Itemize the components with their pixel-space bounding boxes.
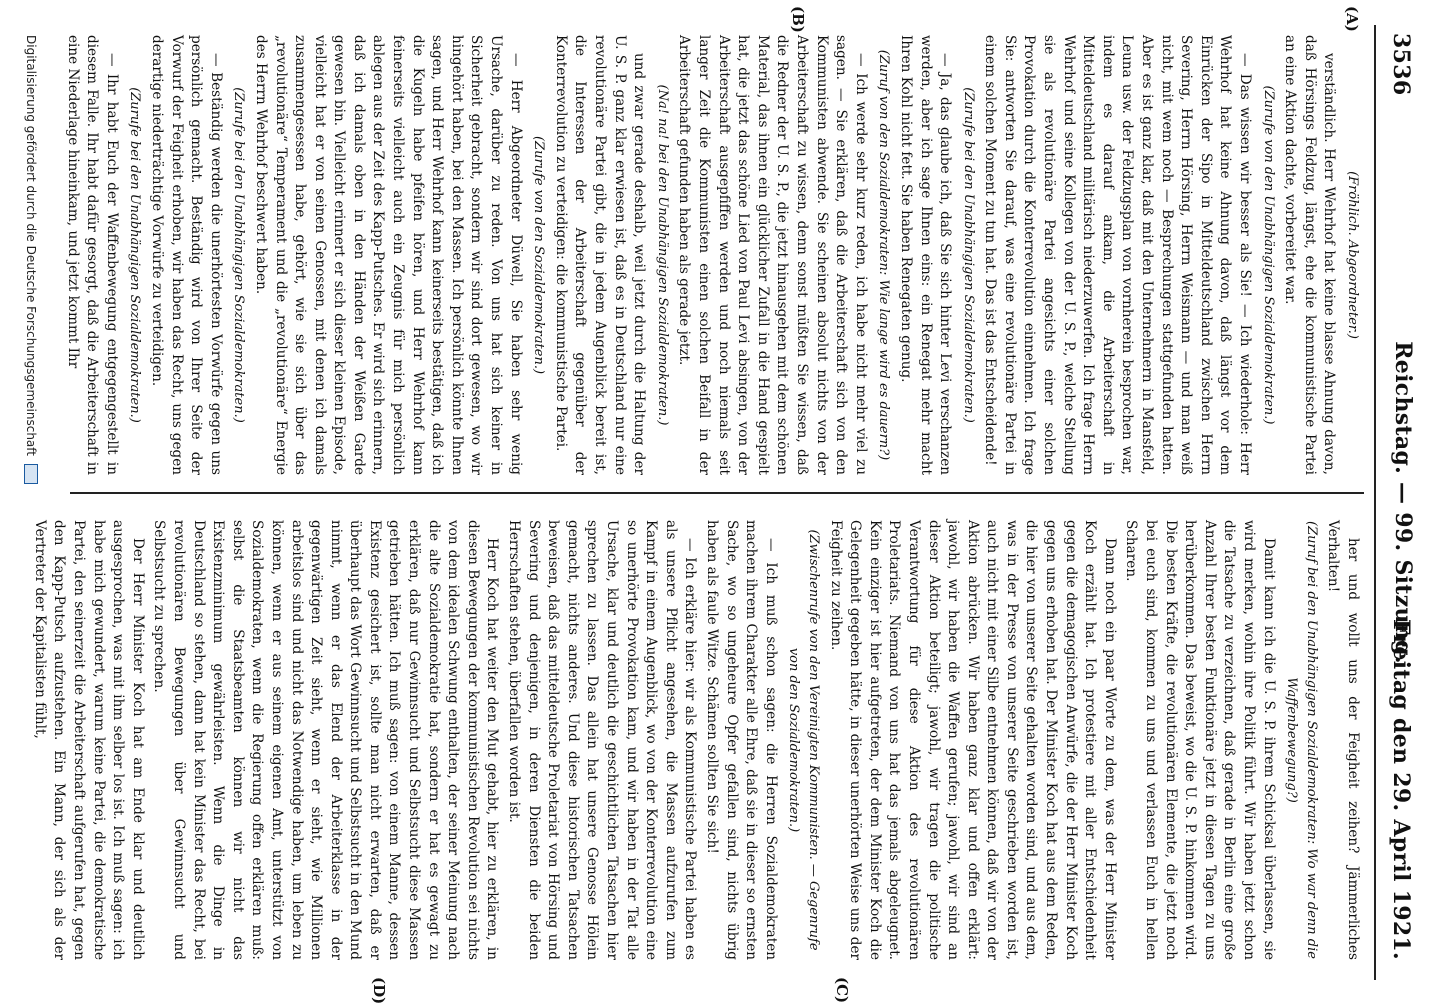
page-title: Reichstag. — 99. Sitzung. [1390,341,1416,664]
paragraph: verständlich. Herr Wehrhof hat keine blasse Ahnung davon, daß Hörsings Feldzug, längst, ehe die kommunistische Partei an eine Aktion dachte, vorbereitet war. [1282,35,1338,475]
paragraph: — Ich werde sehr kurz reden, ich habe nicht mehr viel zu sagen. — Sie erklären, daß die Arbeiterschaft sich von den Kommunisten abwende. Sie scheinen absolut nichts von der Arbeiterschaft zu wissen, denn sonst müßten Sie wissen, daß die Redner der U. S. P., die jetzt hinausgehen mit dem schönen Material, das ihnen ein glücklicher Zufall in die Hand gespielt hat, die jetzt das schöne Lied von Paul Levi absingen, von der Arbeiterschaft ausgepfiffen werden und noch niemals seit langer Zeit die Kommunisten einen solchen Beifall in der Arbeiterschaft gefunden haben als gerade jetzt. [676,35,869,475]
digitization-footer [24,35,39,484]
footer-text: Digitalisierung gefördert durch die Deutsche Forschungsgemeinschaft [24,35,39,457]
session-date: Freitag den 29. April 1921. [1388,618,1414,960]
right-column [27,520,1362,960]
interjection: (Zwischenrufe von den Vereinigten Kommunisten. — Gegenrufe von den Sozialdemokraten.) [786,529,821,951]
interjection: (Zurufe bei den Unabhängigen Sozialdemokraten.) [231,87,247,423]
paragraph: Herr Koch hat weiter den Mut gehabt, hier zu erklären, in diesen Bewegungen der kommunistischen Revolution sei nichts von dem idealen Schwung enthalten, der seiner Meinung nach die alte Sozialdemokratie hat, sondern er hat es gewagt zu erklären, daß nur Gewinnsucht und Selbstsucht diese Massen getrieben hätten. Ich muß sagen: von einem Manne, dessen Existenz gesichert ist, sollte man nicht erwarten, daß er überhaupt das Wort Gewinnsucht und Selbstsucht in den Mund nimmt, wenn er das Elend der Arbeiterklasse in der gegenwärtigen Zeit sieht, wenn er sieht, wie Millionen arbeitslos sind und nicht das Notwendige haben, um leben zu können, wenn er aus seinem eigenen Amt, unterstützt von Sozialdemokraten, wenn die Regierung offen erklären muß: selbst die Staatsbeamten können wir nicht das Existenzminimum gewährleisten. Wenn die Dinge in Deutschland so stehen, dann hat kein Minister das Recht, bei revolutionären Bewegungen über Gewinnsucht und Selbstsucht zu sprechen. [151,520,501,960]
column-divider [70,492,1364,494]
page-number: 3536 [1388,33,1414,96]
interjection: (Zurufe von den Sozialdemokraten.) [531,135,547,375]
interjection: (Zurufe von den Unabhängigen Sozialdemokraten.) [1260,85,1276,425]
paragraph: — Das wissen wir besser als Sie! — Ich wiederhole: Herr Wehrhof hat keine Ahnung davon, daß längst vor dem Einrücken der Sipo in Mitteldeutschland zwischen Herrn Severing, Herrn Hörsing, Herrn Weismann — und man weiß nicht, mit wem noch — Besprechungen stattgefunden hatten. Aber es ist ganz klar, daß mit den Unternehmern in Mansfeld, Leuna usw. der Feldzugsplan von vornherein besprochen war, indem es darauf ankam, die Arbeiterschaft in Mitteldeutschland militärisch niederzuwerfen. Ich frage Herrn Wehrhof und seine Kollegen von der U. S. P., welche Stellung sie als revolutionäre Partei angesichts einer solchen Provokation durch die Konterrevolution einnehmen. Ich frage Sie: antworten Sie darauf, was eine revolutionäre Partei in einem solchen Moment zu tun hat. Das ist das Entscheidende! [982,35,1254,475]
left-column [60,35,1362,475]
paragraph: — Beständig werden die unerhörtesten Vorwürfe gegen uns persönlich gemacht. Beständig wird von Ihrer Seite der Vorwurf der Feigheit erhoben, wir haben das Recht, uns gegen derartige niederträchtige Vorwürfe zu verteidigen. [148,35,224,475]
interjection: (Zurufe bei den Unabhängigen Sozialdemokraten.) [127,87,143,423]
paragraph: Der Herr Minister Koch hat am Ende klar und deutlich ausgesprochen, was mit ihm selber los ist. Ich muß sagen: ich habe mich gewundert, warum keine Partei, die demokratische Partei, den seinerzeit die Arbeiterschaft aufgerufen hat, gegen den Kapp-Putsch aufzustehen. Ein Mann, der sich als der Vertreter der Kapitalisten fühlt, [31,520,146,960]
paragraph: Damit kann ich die U. S. P. ihrem Schicksal überlassen, sie wird merken, wohin ihre Politik führt. Wir haben jetzt schon die Tatsache zu verzeichnen, daß gerade in Berlin eine große Anzahl Ihrer besten Funktionäre jetzt in diesen Tagen zu uns herüberkommen. Das beweist, wo die U. S. P. hinkommen wird. Die besten Kräfte, die revolutionären Elemente, die jetzt noch bei euch sind, kommen zu uns und verlassen Euch in hellen Scharen. [1123,520,1277,960]
paragraph: — Ich erkläre hier: wir als Kommunistische Partei haben es als unsere Pflicht angesehen, die Massen aufzurufen zum Kampf in einem Augenblick, wo von der Konterrevolution eine so unerhörte Provokation kam, und wir haben in der Tat alle Ursache, klar und deutlich die geschichtlichen Tatsachen hier sprechen zu lassen. Das allein hat unsere Genosse Hölein gemacht, nichts anderes. Und diese historischen Tatsachen beweisen, daß das mitteldeutsche Proletariat von Hörsing und Severing und denjenigen, in deren Diensten die beiden Herrschaften stehen, überfallen worden ist. [506,520,699,960]
margin-mark-a: (A) [1343,6,1361,32]
header-rule [1374,25,1376,980]
interjection: (Zuruf bei den Unabhängigen Sozialdemokraten: Wo war denn die Waffenbewegung?) [1284,521,1319,959]
page-header [1378,25,1426,980]
paragraph: her und wollt uns der Feigheit zeihen? Jämmerliches Verhalten! [1325,520,1361,960]
paragraph: — Ich muß schon sagen: die Herren Sozialdemokraten machen ihrem Charakter alle Ehre, daß sie in dieser so ernsten Sache, wo so ungeheure Opfer gefallen sind, nichts übrig haben als faule Witze. Schämen sollten Sie sich! [704,520,779,960]
interjection: (Zuruf von den Sozialdemokraten: Wie lange wird es dauern?) [876,49,892,461]
paragraph: und zwar gerade deshalb, weil jetzt durch die Haltung der U. S. P. ganz klar erwiesen ist, daß es in Deutschland nur eine revolutionäre Partei gibt, die in jedem Augenblick bereit ist, die Interessen der Arbeiterschaft gegenüber der Konterrevolution zu verteidigen: die kommunistische Partei. [552,35,648,475]
interjection: (Na! na! bei den Unabhängigen Sozialdemokraten.) [654,84,670,426]
margin-mark-b: (B) [789,6,807,33]
paragraph: — Ihr habt Euch der Waffenbewegung entgegengestellt in diesem Falle. Ihr habt dafür gesorgt, daß die Arbeiterschaft in eine Niederlage hineinkam, und jetzt kommt Ihr [64,35,120,475]
margin-mark-d: (D) [370,977,388,1004]
paragraph: — Herr Abgeordneter Düwell, Sie haben sehr wenig Ursache, darüber zu reden. Von uns hat sich keiner in Sicherheit gebracht, sondern wir sind dort gewesen, wo wir hingehört haben, bei den Massen. Ich persönlich könnte Ihnen sagen, und Herr Wehrhof kann keinerseits bestätigen, daß ich die Kugeln habe pfeifen hören, und Herr Wehrhof kann feinerseits vielleicht auch ein Zeugnis für mich persönlich ablegen aus der Zeit des Kapp-Putsches. Er wird sich erinnern, daß ich damals oben in den Händen der Weißen Garde gewesen bin. Vielleicht erinnert er sich dieser kleinen Episode, vielleicht hat er von seinen Genossen, mit denen ich damals zusammengesessen habe, gehört, wie sie sich über das „revolutionäre“ Temperament und die „revolutionäre“ Energie des Herrn Wehrhof beschwert haben. [252,35,524,475]
paragraph: — Ja, das glaube ich, daß Sie sich hinter Levi verschanzen werden, aber ich sage Ihnen eins: ein Renegat mehr macht Ihren Kohl nicht fett. Sie haben Renegaten genug. [897,35,954,475]
margin-mark-c: (C) [833,977,851,1004]
interjection: (Fröhlich. Abgeordneter.) [1345,171,1360,339]
paragraph: Dann noch ein paar Worte zu dem, was der Herr Minister Koch erzählt hat. Ich protestiere mit aller Entschiedenheit gegen die demagogischen Anwürfe, die der Herr Minister Koch gegen uns erhoben hat. Der Minister Koch hat aus dem Reden, die hier von unserer Seite gehalten worden sind, und aus dem, was in der Presse von unserer Seite geschrieben worden ist, auch nicht mit einer Silbe entnehmen können, daß wir von der Aktion abrücken. Wir haben ganz klar und offen erklärt: jawohl, wir haben die Waffen gerufen; jawohl, wir sind an dieser Aktion beteiligt; jawohl, wir tragen die politische Verantwortung für diese Aktion des revolutionären Proletariats. Niemand von uns hat das jemals abgeleugnet. Kein einziger ist hier aufgetreten, der dem Minister Koch die Gelegenheit gegeben hätte, in dieser unerhörten Weise uns der Feigheit zu zeihen. [827,520,1118,960]
interjection: (Zurufe bei den Unabhängigen Sozialdemokraten.) [960,87,976,423]
dfg-logo-icon [24,464,38,484]
